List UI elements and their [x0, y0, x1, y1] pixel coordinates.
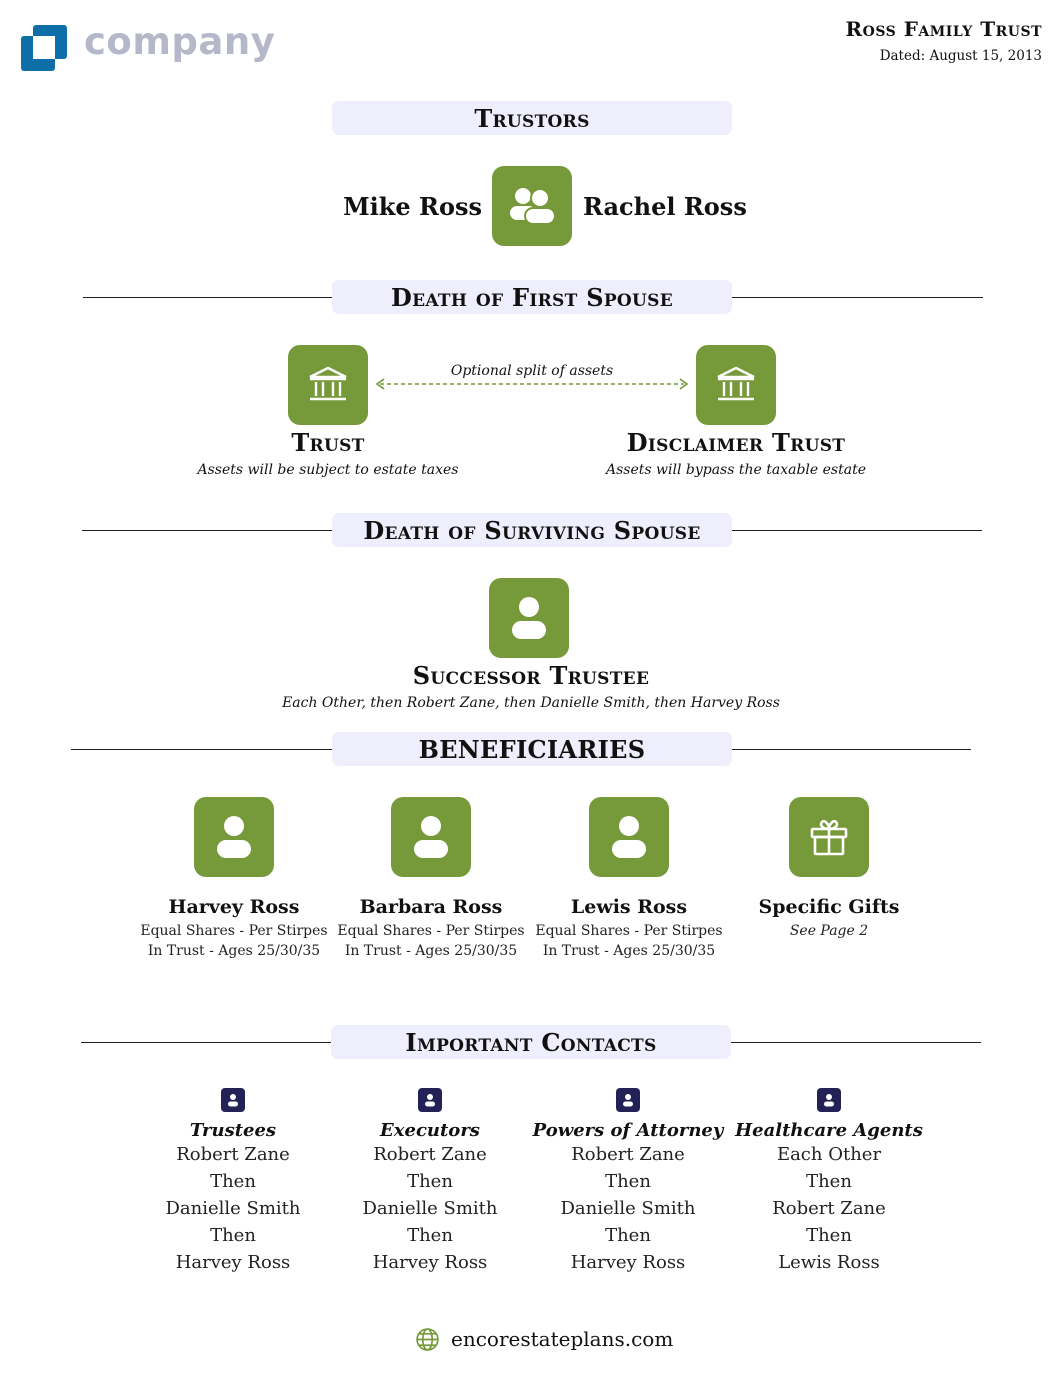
- document-title: Ross Family Trust: [845, 17, 1042, 41]
- beneficiary-detail: In Trust - Ages 25/30/35: [542, 943, 716, 959]
- beneficiary-item: [529, 797, 729, 961]
- contact-title: Healthcare Agents: [735, 1120, 923, 1141]
- beneficiary-detail: Equal Shares - Per Stirpes: [337, 923, 525, 939]
- beneficiary-item: [331, 797, 531, 961]
- contact-line: Danielle Smith: [165, 1198, 301, 1219]
- trustor-left-name: Mike Ross: [343, 192, 482, 221]
- gift-icon: [789, 797, 869, 877]
- contact-line: Then: [605, 1225, 651, 1246]
- bank-icon: [288, 345, 368, 425]
- contact-line: Harvey Ross: [372, 1252, 488, 1273]
- contact-icon: [418, 1088, 442, 1112]
- contact-icon: [616, 1088, 640, 1112]
- contact-line: Danielle Smith: [560, 1198, 696, 1219]
- contact-line: Then: [407, 1171, 453, 1192]
- contact-line: Then: [605, 1171, 651, 1192]
- contact-title: Powers of Attorney: [532, 1120, 724, 1141]
- contact-line: Robert Zane: [373, 1144, 487, 1165]
- beneficiary-item: [729, 797, 929, 941]
- beneficiary-detail: Equal Shares - Per Stirpes: [140, 923, 328, 939]
- contact-line: Danielle Smith: [362, 1198, 498, 1219]
- company-logo-text: company: [84, 20, 276, 63]
- couple-icon: [492, 166, 572, 246]
- contact-line: Then: [210, 1171, 256, 1192]
- contact-column: [729, 1088, 929, 1276]
- contact-title: Trustees: [189, 1120, 277, 1141]
- company-logo-icon: [21, 25, 67, 71]
- section-header-surviving-death: Death of Surviving Spouse: [332, 513, 732, 547]
- contact-column: [330, 1088, 530, 1276]
- contact-icon: [817, 1088, 841, 1112]
- website-link[interactable]: encorestateplans.com: [451, 1327, 674, 1351]
- contact-column: [528, 1088, 728, 1276]
- section-header-beneficiaries: BENEFICIARIES: [332, 732, 732, 766]
- disclaimer-trust-note: Assets will bypass the taxable estate: [605, 462, 866, 478]
- beneficiary-detail: Equal Shares - Per Stirpes: [535, 923, 723, 939]
- beneficiary-name: Harvey Ross: [168, 896, 300, 918]
- trust-title: Trust: [291, 428, 365, 457]
- split-arrow-label: Optional split of assets: [450, 363, 614, 379]
- beneficiary-detail: In Trust - Ages 25/30/35: [344, 943, 518, 959]
- person-icon: [489, 578, 569, 658]
- contact-line: Then: [806, 1225, 852, 1246]
- contact-line: Then: [210, 1225, 256, 1246]
- bank-icon: [696, 345, 776, 425]
- contact-line: Each Other: [776, 1144, 882, 1165]
- person-icon: [391, 797, 471, 877]
- contact-line: Harvey Ross: [570, 1252, 686, 1273]
- beneficiary-name: Specific Gifts: [758, 896, 900, 918]
- contact-title: Executors: [380, 1120, 480, 1141]
- contact-icon: [221, 1088, 245, 1112]
- contact-line: Robert Zane: [176, 1144, 290, 1165]
- section-header-contacts: Important Contacts: [331, 1025, 731, 1059]
- section-header-trustors: Trustors: [332, 101, 732, 135]
- contact-column: [133, 1088, 333, 1276]
- trustor-right-name: Rachel Ross: [583, 192, 747, 221]
- beneficiary-name: Barbara Ross: [359, 896, 503, 918]
- contact-line: Lewis Ross: [778, 1252, 880, 1273]
- successor-trustee-note: Each Other, then Robert Zane, then Danielle Smith, then Harvey Ross: [282, 695, 780, 711]
- disclaimer-trust-title: Disclaimer Trust: [626, 428, 846, 457]
- successor-trustee-title: Successor Trustee: [412, 661, 650, 690]
- beneficiary-item: [134, 797, 334, 961]
- trust-note: Assets will be subject to estate taxes: [197, 462, 459, 478]
- contact-line: Robert Zane: [772, 1198, 886, 1219]
- document-date: Dated: August 15, 2013: [879, 48, 1042, 64]
- contact-line: Then: [806, 1171, 852, 1192]
- contact-line: Robert Zane: [571, 1144, 685, 1165]
- person-icon: [194, 797, 274, 877]
- section-header-first-death: Death of First Spouse: [332, 280, 732, 314]
- contact-line: Then: [407, 1225, 453, 1246]
- globe-icon: [415, 1327, 440, 1352]
- beneficiary-detail: See Page 2: [789, 923, 869, 939]
- beneficiary-name: Lewis Ross: [570, 896, 688, 918]
- beneficiary-detail: In Trust - Ages 25/30/35: [147, 943, 321, 959]
- person-icon: [589, 797, 669, 877]
- contact-line: Harvey Ross: [175, 1252, 291, 1273]
